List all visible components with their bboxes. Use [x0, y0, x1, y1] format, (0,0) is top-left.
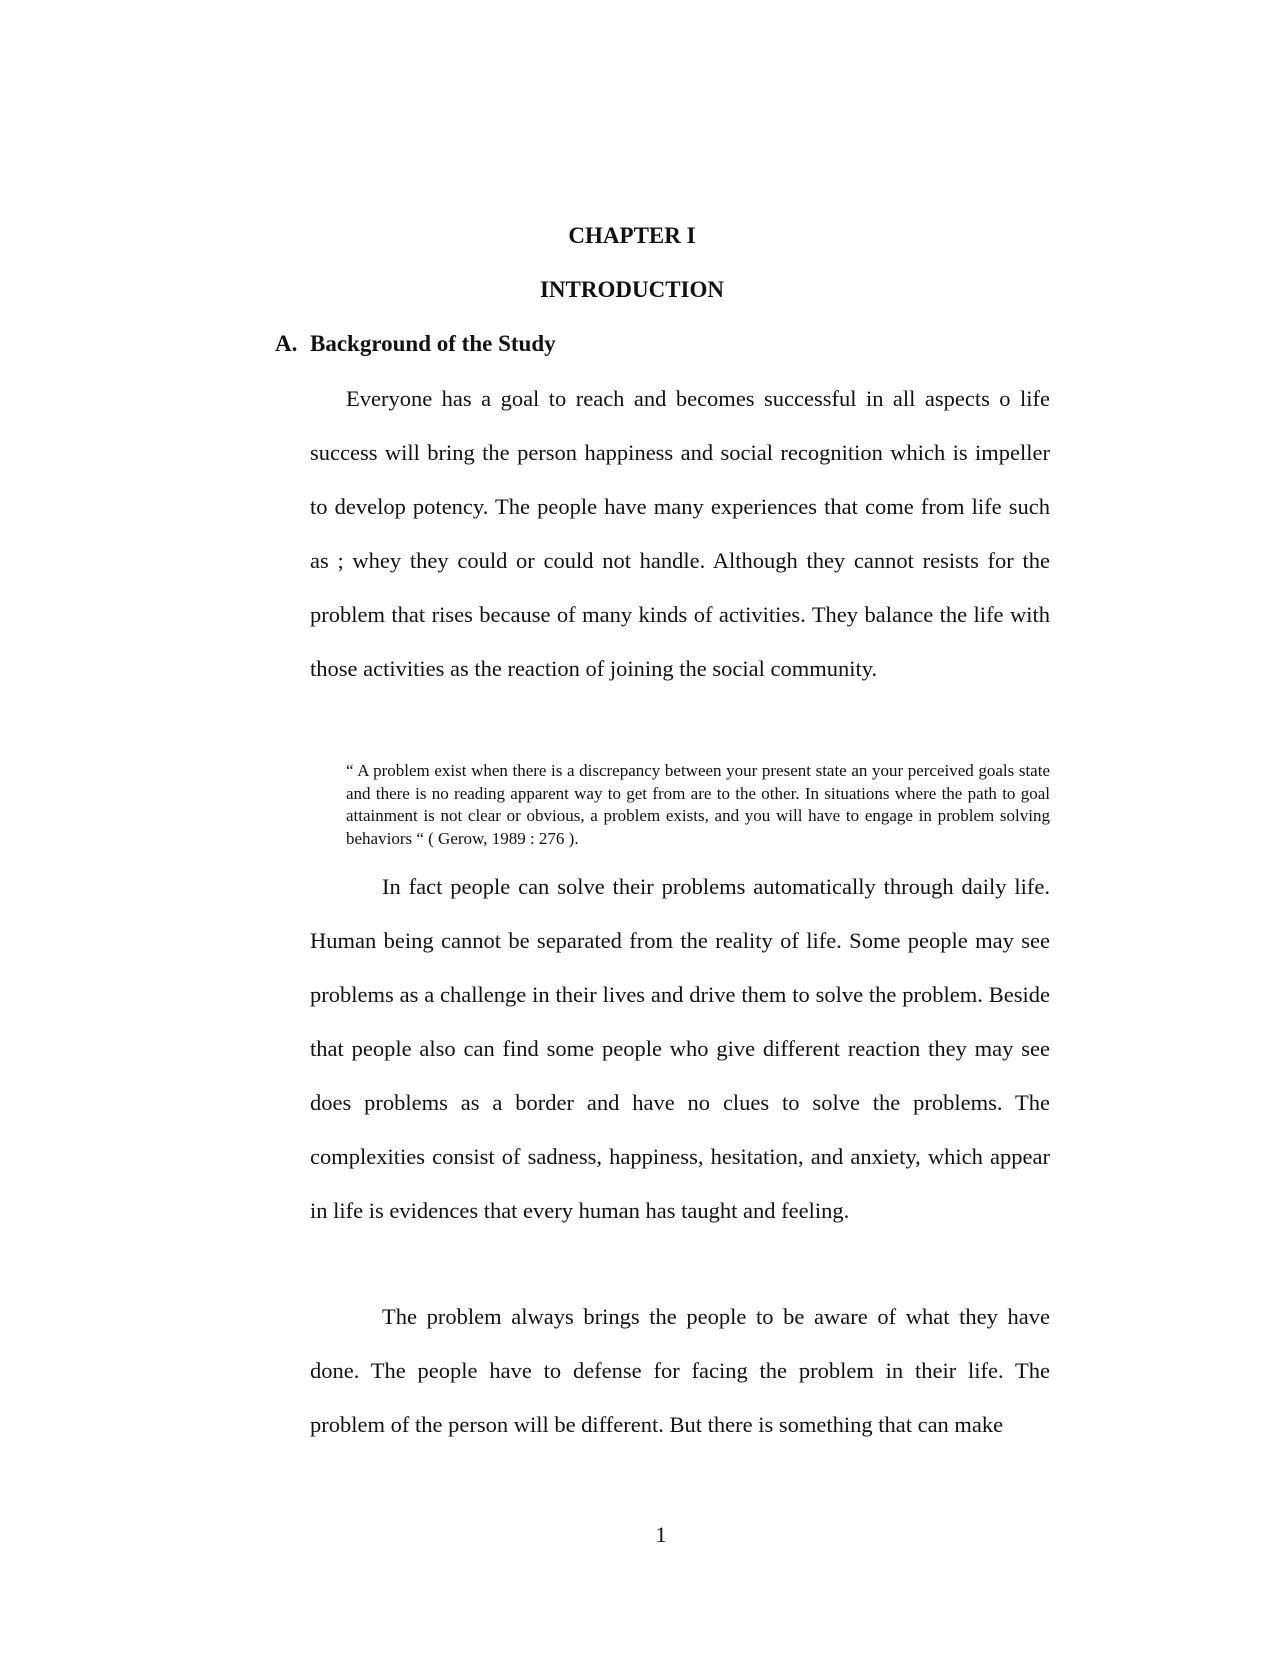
- body-paragraph-3: The problem always brings the people to be aware of what they have done. The people have to defense for facing the problem in their life. The problem of the person will be different. But there is something that can make: [310, 1304, 1050, 1437]
- section-heading-text: Background of the Study: [310, 331, 556, 356]
- section-marker: A.: [275, 331, 298, 356]
- body-paragraph-2: In fact people can solve their problems automatically through daily life. Human being cannot be separated from the reality of life. Some people may see problems as a challenge in their lives and drive them to solve the problem. Beside that people also can find some people who give different reaction they may see does problems as a border and have no clues to solve the problems. The complexities consist of sadness, happiness, hesitation, and anxiety, which appear in life is evidences that every human has taught and feeling.: [310, 874, 1050, 1223]
- section-heading: [275, 330, 556, 358]
- body-paragraph-1: Everyone has a goal to reach and becomes successful in all aspects o life success will bring the person happiness and social recognition which is impeller to develop potency. The people have many experiences that come from life such as ; whey they could or could not handle. Although they cannot resists for the problem that rises because of many kinds of activities. They balance the life with those activities as the reaction of joining the social community.: [310, 386, 1050, 681]
- block-quote: “ A problem exist when there is a discrepancy between your present state an your perceived goals state and there is no reading apparent way to get from are to the other. In situations where the path to goal attainment is not clear or obvious, a problem exists, and you will have to engage in problem solving behaviors “ ( Gerow, 1989 : 276 ).: [346, 761, 1050, 848]
- page-number: 1: [655, 1522, 667, 1547]
- chapter-title: INTRODUCTION: [539, 277, 725, 302]
- chapter-number-title: CHAPTER I: [568, 223, 696, 248]
